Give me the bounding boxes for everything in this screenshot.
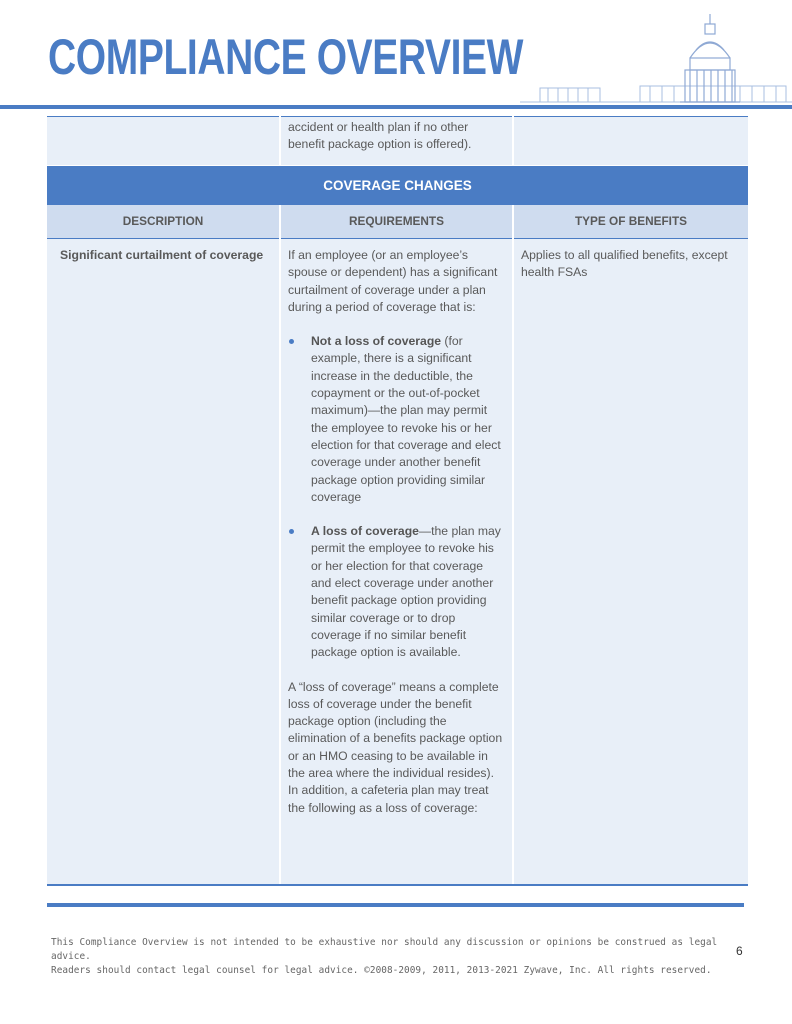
- list-item: [288, 333, 505, 506]
- table-row: [47, 117, 748, 166]
- footer-rule: [47, 903, 744, 907]
- coverage-changes-table: [47, 116, 748, 886]
- bullet-text: —the plan may permit the employee to revoke his or her election for that coverage and elect coverage under another benefit package option providing similar coverage or to drop coverage if no similar benefit package option is available.: [311, 524, 501, 660]
- page-title: COMPLIANCE OVERVIEW: [48, 29, 524, 85]
- column-header-row: [47, 205, 748, 239]
- header-rule: [0, 105, 792, 109]
- column-header-type-of-benefits: TYPE OF BENEFITS: [513, 205, 748, 239]
- continued-description-cell: [47, 117, 280, 166]
- bullet-icon: [289, 339, 294, 344]
- bullet-lead: Not a loss of coverage: [311, 334, 442, 349]
- page-number: 6: [736, 944, 743, 958]
- list-item: [288, 523, 505, 661]
- section-title: COVERAGE CHANGES: [47, 166, 748, 205]
- continued-requirements-cell: accident or health plan if no other benefit package option is offered).: [280, 117, 513, 166]
- column-header-requirements: REQUIREMENTS: [280, 205, 513, 239]
- requirements-closing: A “loss of coverage” means a complete loss of coverage under the benefit package option (including the elimination of a benefits package option or an HMO ceasing to be available in the area where the individual resides). In addition, a cafeteria plan may treat the following as a loss of coverage:: [288, 679, 503, 815]
- footer-line: This Compliance Overview is not intended to be exhaustive nor should any discussion or opinions be construed as legal advice.: [51, 937, 718, 962]
- table-row: [47, 239, 748, 885]
- type-of-benefits-cell: Applies to all qualified benefits, except health FSAs: [513, 239, 748, 885]
- footer-line: Readers should contact legal counsel for legal advice. ©2008-2009, 2011, 2013-2021 Zywave, Inc. All rights reserved.: [51, 965, 712, 976]
- column-header-description: DESCRIPTION: [47, 205, 280, 239]
- requirements-cell: [280, 239, 513, 885]
- section-header-row: [47, 166, 748, 205]
- requirements-bullet-list: [288, 333, 505, 661]
- description-cell: Significant curtailment of coverage: [47, 239, 280, 885]
- footer-disclaimer: [51, 936, 731, 978]
- bullet-text: (for example, there is a significant increase in the deductible, the copayment or the out-of-pocket maximum)—the plan may permit the employee to revoke his or her election for that coverage and elect coverage under another benefit package option providing similar coverage: [311, 334, 501, 504]
- bullet-icon: [289, 529, 294, 534]
- requirements-intro: If an employee (or an employee’s spouse or dependent) has a significant curtailment of coverage under a plan during a period of coverage that is:: [288, 248, 498, 314]
- bullet-lead: A loss of coverage: [311, 524, 419, 539]
- capitol-building-icon: [500, 10, 792, 110]
- continued-benefits-cell: [513, 117, 748, 166]
